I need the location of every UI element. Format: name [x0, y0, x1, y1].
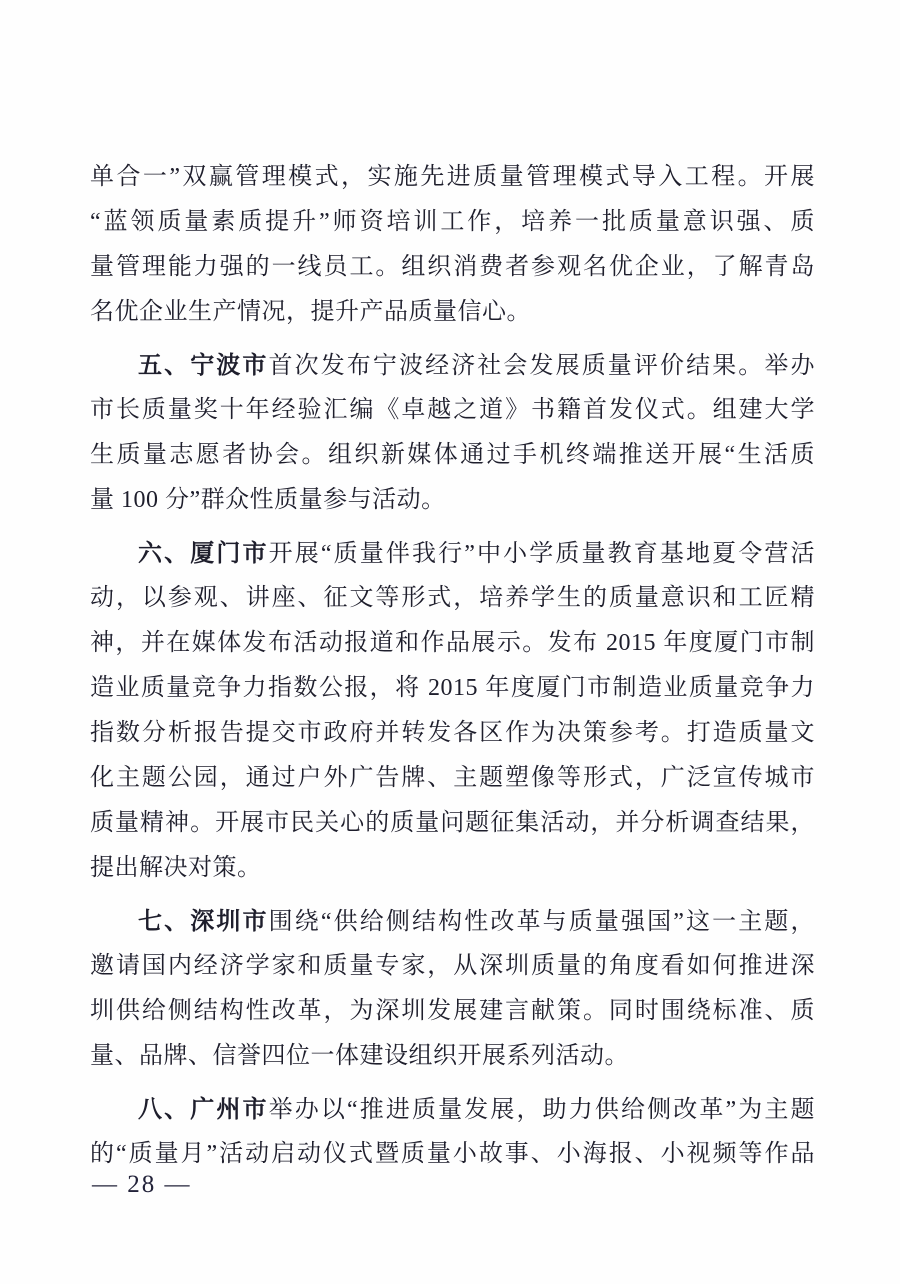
text-line: 八、广州市举办以“推进质量发展，助力供给侧改革”为主题 — [138, 1096, 816, 1123]
text-line: 质量精神。开展市民关心的质量问题征集活动，并分析调查结果， — [90, 810, 815, 836]
text-line: 指数分析报告提交市政府并转发各区作为决策参考。打造质量文 — [90, 720, 815, 746]
paragraph — [90, 1087, 815, 1177]
text-line: 六、厦门市开展“质量伴我行”中小学质量教育基地夏令营活 — [138, 540, 816, 567]
paragraph-lead: 八、广州市 — [138, 1096, 269, 1123]
text-line: 神，并在媒体发布活动报道和作品展示。发布 2015 年度厦门市制 — [90, 630, 815, 656]
text-line: 圳供给侧结构性改革，为深圳发展建言献策。同时围绕标准、质 — [90, 998, 815, 1024]
page-footer — [92, 1165, 192, 1205]
text-line: 的“质量月”活动启动仪式暨质量小故事、小海报、小视频等作品 — [90, 1141, 815, 1167]
paragraph-lead: 七、深圳市 — [138, 908, 269, 935]
text-line: 化主题公园，通过户外广告牌、主题塑像等形式，广泛宣传城市 — [90, 765, 815, 791]
text-line: 市长质量奖十年经验汇编《卓越之道》书籍首发仪式。组建大学 — [90, 397, 815, 423]
text-line: “蓝领质量素质提升”师资培训工作，培养一批质量意识强、质 — [90, 209, 815, 235]
text-line: 提出解决对策。 — [90, 855, 262, 881]
text-line: 邀请国内经济学家和质量专家，从深圳质量的角度看如何推进深 — [90, 953, 815, 979]
paragraph-lead: 五、宁波市 — [138, 352, 269, 379]
paragraph — [90, 899, 815, 1079]
text-line: 生质量志愿者协会。组织新媒体通过手机终端推送开展“生活质 — [90, 442, 815, 468]
text-line: 量 100 分”群众性质量参与活动。 — [90, 487, 446, 513]
text-line: 五、宁波市首次发布宁波经济社会发展质量评价结果。举办 — [138, 352, 815, 379]
paragraph-lead: 六、厦门市 — [138, 540, 269, 567]
text-line: 量管理能力强的一线员工。组织消费者参观名优企业，了解青岛 — [90, 254, 815, 280]
text-block — [90, 155, 815, 1185]
paragraph — [90, 531, 815, 891]
text-line: 名优企业生产情况，提升产品质量信心。 — [90, 299, 531, 325]
text-line: 量、品牌、信誉四位一体建设组织开展系列活动。 — [90, 1043, 629, 1069]
text-line: 造业质量竞争力指数公报，将 2015 年度厦门市制造业质量竞争力 — [90, 675, 815, 701]
text-line: 动，以参观、讲座、征文等形式，培养学生的质量意识和工匠精 — [90, 585, 815, 611]
text-line: 单合一”双赢管理模式，实施先进质量管理模式导入工程。开展 — [90, 164, 815, 190]
text-line: 七、深圳市围绕“供给侧结构性改革与质量强国”这一主题， — [138, 908, 816, 935]
paragraph — [90, 155, 815, 335]
paragraph — [90, 343, 815, 523]
page-number: — 28 — — [92, 1171, 192, 1198]
